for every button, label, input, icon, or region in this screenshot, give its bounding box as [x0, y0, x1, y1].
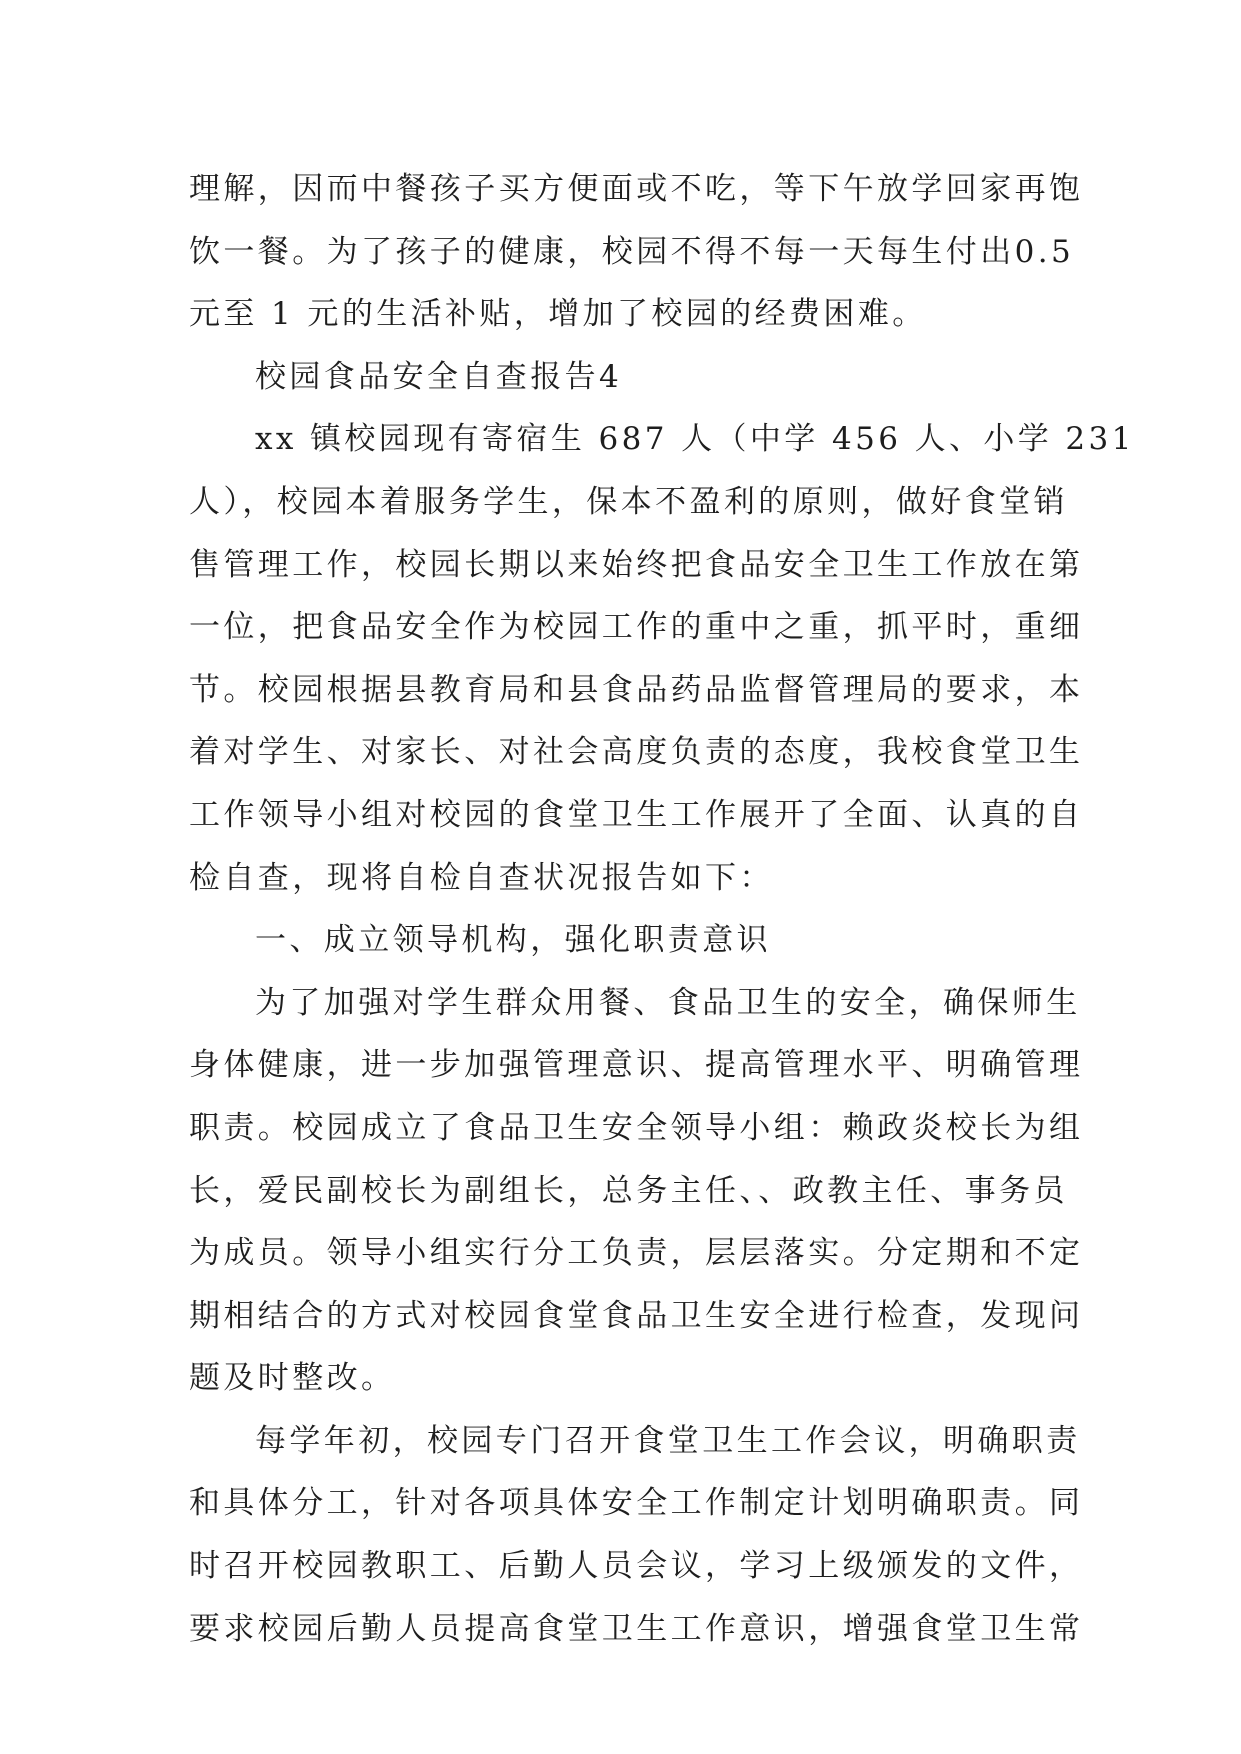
- document-body: [189, 158, 1135, 1660]
- text-line: 每学年初，校园专门召开食堂卫生工作会议，明确职责: [255, 1422, 1081, 1459]
- text-line: 期相结合的方式对校园食堂食品卫生安全进行检查，发现问: [189, 1297, 1084, 1334]
- text-line: 饮一餐。为了孩子的健康，校园不得不每一天每生付出0.5: [189, 233, 1075, 270]
- text-line: 身体健康，进一步加强管理意识、提高管理水平、明确管理: [189, 1047, 1084, 1084]
- text-line: 工作领导小组对校园的食堂卫生工作展开了全面、认真的自: [189, 796, 1084, 833]
- text-line: xx 镇校园现有寄宿生 687 人（中学 456 人、小学 231: [255, 421, 1135, 458]
- text-line: 为成员。领导小组实行分工负责，层层落实。分定期和不定: [189, 1235, 1084, 1272]
- text-line: 校园食品安全自查报告4: [255, 358, 623, 395]
- text-line: 长，爱民副校长为副组长，总务主任、、政教主任、事务员: [189, 1172, 1068, 1209]
- text-line: 人），校园本着服务学生，保本不盈利的原则，做好食堂销: [189, 483, 1068, 520]
- text-line: 节。校园根据县教育局和县食品药品监督管理局的要求，本: [189, 671, 1084, 708]
- text-line: 理解，因而中餐孩子买方便面或不吃，等下午放学回家再饱: [189, 171, 1084, 207]
- text-line: 题及时整改。: [189, 1360, 396, 1397]
- text-line: 售管理工作，校园长期以来始终把食品安全卫生工作放在第: [189, 546, 1084, 583]
- text-line: 一、成立领导机构，强化职责意识: [255, 922, 771, 959]
- text-line: 一位，把食品安全作为校园工作的重中之重，抓平时，重细: [189, 609, 1084, 646]
- text-line: 和具体分工，针对各项具体安全工作制定计划明确职责。同: [189, 1485, 1084, 1522]
- text-line: 时召开校园教职工、后勤人员会议，学习上级颁发的文件，: [189, 1548, 1084, 1585]
- text-line: 为了加强对学生群众用餐、食品卫生的安全，确保师生: [255, 984, 1081, 1021]
- text-line: 职责。校园成立了食品卫生安全领导小组：赖政炎校长为组: [189, 1109, 1084, 1146]
- text-line: 要求校园后勤人员提高食堂卫生工作意识，增强食堂卫生常: [189, 1610, 1084, 1647]
- text-line: 元至 1 元的生活补贴，增加了校园的经费困难。: [189, 296, 927, 333]
- text-line: 检自查，现将自检自查状况报告如下：: [189, 859, 774, 896]
- text-line: 着对学生、对家长、对社会高度负责的态度，我校食堂卫生: [189, 734, 1084, 771]
